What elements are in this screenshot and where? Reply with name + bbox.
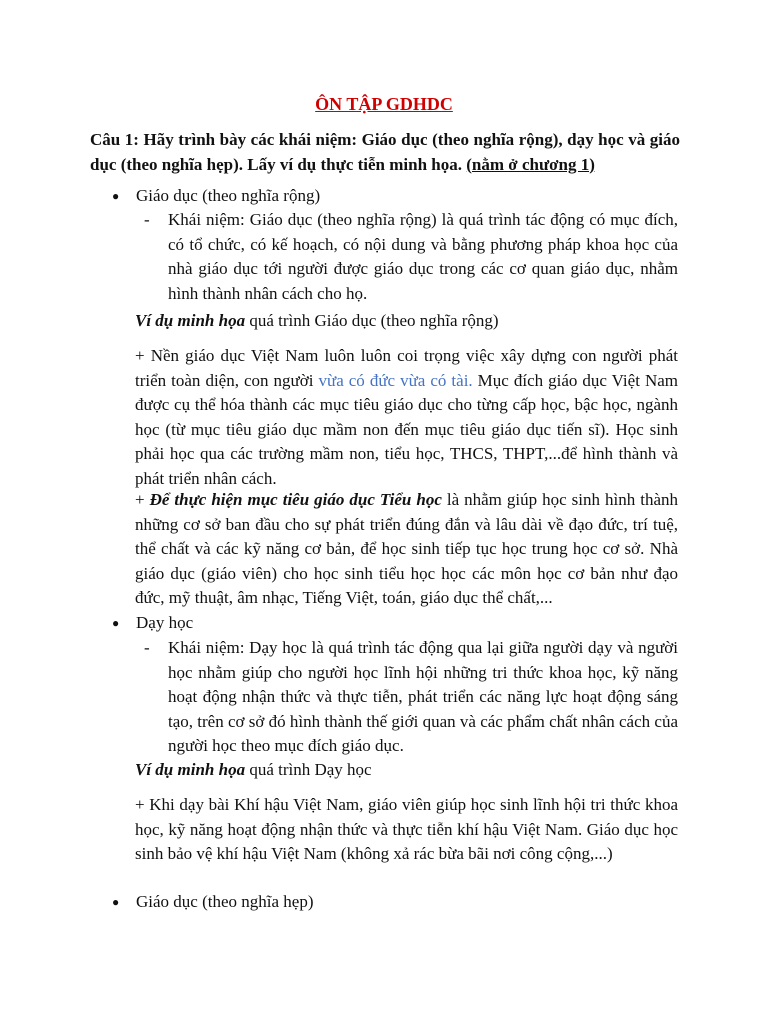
example-heading-day-hoc xyxy=(135,758,680,783)
paragraph-example-3 xyxy=(135,793,678,867)
section-heading: Giáo dục (theo nghĩa rộng) xyxy=(136,186,321,205)
concept-text: Khái niệm: Giáo dục (theo nghĩa rộng) là quá trình tác động có mục đích, có tổ chức, có kế hoạch, có nội dung và bằng phương pháp khoa học của nhà giáo dục tới người được giáo dục trong các cơ quan giáo dục, nhằm hình thành nhân cách cho họ. xyxy=(168,210,678,303)
example-rest: quá trình Giáo dục (theo nghĩa rộng) xyxy=(245,311,499,330)
paragraph-text: + Khi dạy bài Khí hậu Việt Nam, giáo viên giúp học sinh lĩnh hội tri thức khoa học, kỹ năng hoạt động nhận thức và thực tiễn khí hậu Việt Nam. Giáo dục học sinh bảo vệ khí hậu Việt Nam (không xả rác bừa bãi nơi công cộng,...) xyxy=(135,795,678,863)
paragraph-text: Mục đích giáo dục Việt Nam được cụ thể hóa thành các mục tiêu giáo dục cho từng cấp học, bậc học, ngành học (từ mục tiêu giáo dục mầm non đến mục tiêu giáo dục tiến sĩ). Học sinh phải học qua các trường mầm non, tiểu học, THCS, THPT,...để hình thành và phát triển nhân cách. xyxy=(135,370,678,488)
paragraph-example-1 xyxy=(135,344,678,491)
example-label: Ví dụ minh họa xyxy=(135,760,246,779)
emphasized-text: Để thực hiện mục tiêu giáo dục Tiểu học xyxy=(149,490,442,509)
document-title: ÔN TẬP GDHDC xyxy=(315,94,453,114)
question-1-text: Câu 1: Hãy trình bày các khái niệm: Giáo dục (theo nghĩa rộng), dạy học và giáo dục (theo nghĩa hẹp). Lấy ví dụ thực tiễn minh họa. xyxy=(90,130,680,174)
paragraph-example-2 xyxy=(135,488,678,611)
paragraph-text: + Nền giáo dục Việt Nam luôn luôn coi trọng việc xây dựng con người phát triển toàn diện, con người xyxy=(135,346,678,390)
example-heading-giao-duc-rong xyxy=(135,309,680,334)
highlighted-text: vừa có đức vừa có tài. xyxy=(318,370,473,390)
question-1 xyxy=(90,128,680,177)
example-rest: quá trình Dạy học xyxy=(245,760,372,779)
section-heading: Giáo dục (theo nghĩa hẹp) xyxy=(136,892,314,911)
dash-icon: - xyxy=(144,638,150,657)
bullet-icon: ● xyxy=(112,189,120,203)
example-label: Ví dụ minh họa xyxy=(135,311,246,330)
bullet-icon: ● xyxy=(112,895,120,909)
bullet-icon: ● xyxy=(112,616,120,630)
section-heading: Dạy học xyxy=(136,613,194,632)
paragraph-text: + xyxy=(135,490,150,509)
paragraph-text: là nhằm giúp học sinh hình thành những cơ sở ban đầu cho sự phát triển đúng đắn và lâu dài về đạo đức, trí tuệ, thể chất và các kỹ năng cơ bản, để học sinh tiếp tục học trung học cơ sở. Nhà giáo dục (giáo viên) cho học sinh tiểu học học các môn học cơ bản như đạo đức, mỹ thuật, âm nhạc, Tiếng Việt, toán, giáo dục thể chất,... xyxy=(135,490,679,607)
dash-icon: - xyxy=(144,210,150,229)
question-1-note: (nằm ở chương 1) xyxy=(466,154,595,174)
concept-text: Khái niệm: Dạy học là quá trình tác động qua lại giữa người dạy và người học nhằm giúp cho người học lĩnh hội những tri thức khoa học, kỹ năng hoạt động nhận thức và thực tiễn, phát triển các năng lực hoạt động sáng tạo, trên cơ sở đó hình thành thế giới quan và các phẩm chất nhân cách của người học theo mục đích giáo dục. xyxy=(168,638,678,755)
